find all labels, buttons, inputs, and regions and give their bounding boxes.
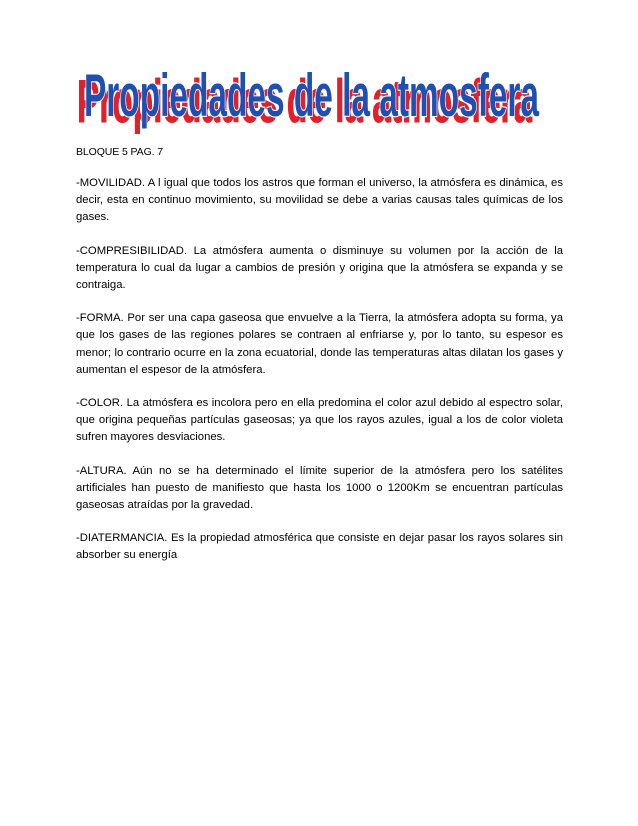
wordart-title xyxy=(72,62,542,134)
document-body xyxy=(76,145,563,581)
paragraph-movilidad: -MOVILIDAD. A l igual que todos los astros que forman el universo, la atmósfera es dinámica, es decir, esta en continuo movimiento, su movilidad se debe a varias causas tales químicas de los gases. xyxy=(76,177,563,224)
paragraph-altura: -ALTURA. Aún no se ha determinado el límite superior de la atmósfera pero los satélites artificiales han puesto de manifiesto que hasta los 1000 o 1200Km se encuentran partículas gaseosas atraídas por la gravedad. xyxy=(76,464,563,512)
paragraph-forma: -FORMA. Por ser una capa gaseosa que envuelve a la Tierra, la atmósfera adopta su forma, ya que los gases de las regiones polares se contraen al enfriarse y, por lo tanto, su espesor es menor; lo contrario ocurre en la zona ecuatorial, donde las temperaturas altas dilatan los gases y aumentan el espesor de la atmósfera. xyxy=(76,312,563,376)
wordart-title-graphic xyxy=(72,62,542,134)
page-title: Propiedades de la atmosfera xyxy=(84,62,540,129)
paragraph-diatermancia: -DIATERMANCIA. Es la propiedad atmosférica que consiste en dejar pasar los rayos solares sin absorber su energía xyxy=(76,532,563,562)
paragraph-color: -COLOR. La atmósfera es incolora pero en ella predomina el color azul debido al espectro solar, que origina pequeñas partículas gaseosas; ya que los rayos azules, igual a los de color violeta sufren mayores desviaciones. xyxy=(76,397,563,444)
paragraph-compresibilidad: -COMPRESIBILIDAD. La atmósfera aumenta o disminuye su volumen por la acción de la temperatura lo cual da lugar a cambios de presión y origina que la atmósfera se expanda y se contraiga. xyxy=(76,244,563,292)
page-reference: BLOQUE 5 PAG. 7 xyxy=(76,146,164,158)
title-shadow: Propiedades de la atmosfera xyxy=(77,68,533,134)
